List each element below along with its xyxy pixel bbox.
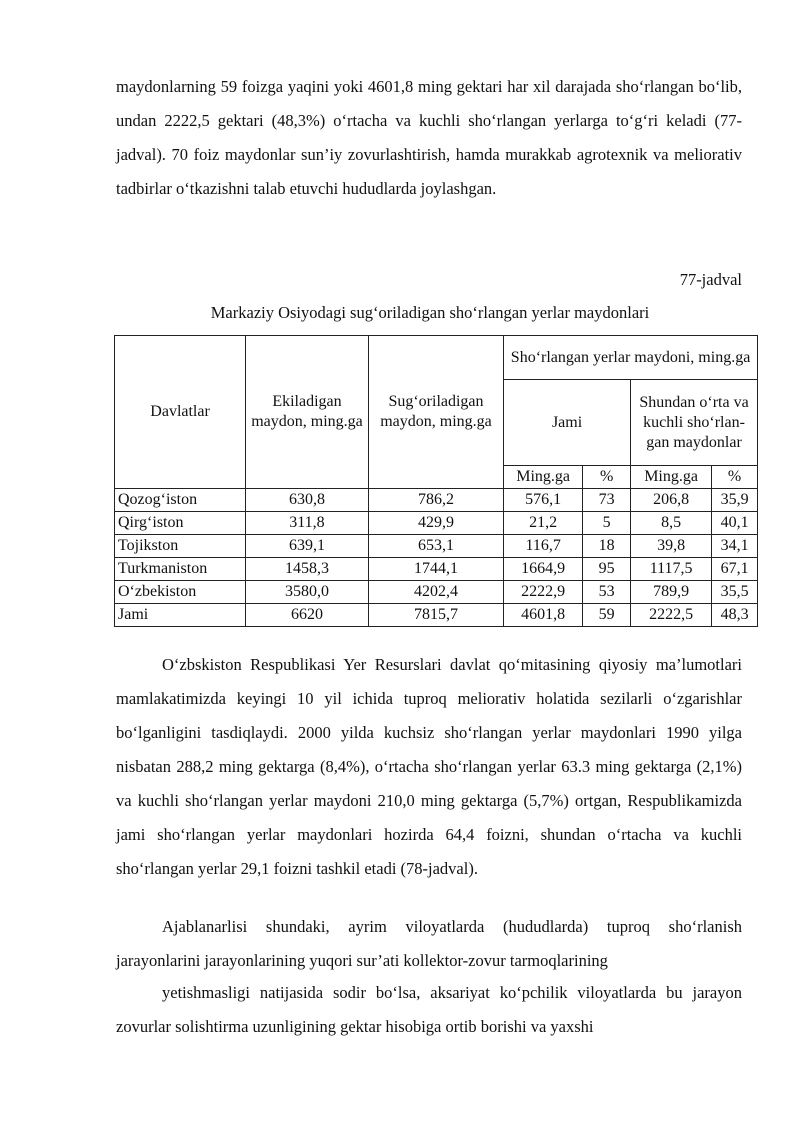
cell-sown: 639,1: [246, 535, 369, 558]
cell-sown: 1458,3: [246, 558, 369, 581]
table-title: Markaziy Osiyodagi sug‘oriladigan sho‘rlangan yerlar maydonlari: [210, 303, 650, 322]
header-unit-total-pct: %: [583, 466, 631, 489]
table-row-total: [115, 604, 758, 627]
cell-ms-pct: 48,3: [712, 604, 758, 627]
cell-ms-ha: 1117,5: [631, 558, 712, 581]
paragraph-salinization: Ajablanarlisi shundaki, ayrim viloyatlarda (hududlarda) tuproq sho‘rlanish jarayonlarini jarayonlarining yuqori sur’ati kollektor-zovur tarmoqlarining: [116, 917, 742, 970]
cell-sown: 6620: [246, 604, 369, 627]
table-row: [115, 558, 758, 581]
cell-sown: 311,8: [246, 512, 369, 535]
cell-country: Tojikston: [115, 535, 246, 558]
cell-total-ha: 21,2: [504, 512, 583, 535]
cell-total-ha: 1664,9: [504, 558, 583, 581]
header-country: Davlatlar: [115, 336, 246, 489]
header-unit-ms-pct: %: [712, 466, 758, 489]
paragraph-intro: maydonlarning 59 foizga yaqini yoki 4601,8 ming gektari har xil darajada sho‘rlangan bo‘lib, undan 2222,5 gektari (48,3%) o‘rtacha va kuchli sho‘rlangan yerlarga to‘g‘ri keladi (77-jadval). 70 foiz maydonlar sun’iy zovurlashtirish, hamda murakkab agrotexnik va meliorativ tadbirlar o‘tkazishni talab etuvchi hududlarda joylashgan.: [116, 77, 742, 198]
saline-lands-table: [114, 335, 758, 627]
cell-country: Turkmaniston: [115, 558, 246, 581]
cell-ms-pct: 34,1: [712, 535, 758, 558]
cell-country: Qirg‘iston: [115, 512, 246, 535]
cell-irrigated: 786,2: [368, 489, 503, 512]
cell-sown: 630,8: [246, 489, 369, 512]
cell-ms-pct: 35,5: [712, 581, 758, 604]
cell-total-ha: 116,7: [504, 535, 583, 558]
cell-ms-ha: 8,5: [631, 512, 712, 535]
cell-total-ha: 4601,8: [504, 604, 583, 627]
cell-ms-ha: 39,8: [631, 535, 712, 558]
cell-ms-ha: 2222,5: [631, 604, 712, 627]
cell-total-pct: 59: [583, 604, 631, 627]
cell-total-ha: 2222,9: [504, 581, 583, 604]
table-row: [115, 535, 758, 558]
cell-country: O‘zbekiston: [115, 581, 246, 604]
cell-total-pct: 95: [583, 558, 631, 581]
header-total: Jami: [504, 380, 631, 466]
table-number: 77-jadval: [679, 270, 742, 289]
table-row: [115, 581, 758, 604]
cell-total-pct: 18: [583, 535, 631, 558]
cell-ms-ha: 789,9: [631, 581, 712, 604]
cell-ms-pct: 35,9: [712, 489, 758, 512]
header-unit-ms-ha: Ming.ga: [631, 466, 712, 489]
cell-total-pct: 73: [583, 489, 631, 512]
header-irrigated-area: Sug‘oriladigan maydon, ming.ga: [368, 336, 503, 489]
cell-irrigated: 7815,7: [368, 604, 503, 627]
cell-total-ha: 576,1: [504, 489, 583, 512]
cell-ms-pct: 40,1: [712, 512, 758, 535]
table-row: [115, 489, 758, 512]
table-row: [115, 512, 758, 535]
cell-irrigated: 653,1: [368, 535, 503, 558]
cell-total-pct: 53: [583, 581, 631, 604]
header-medium-strong: Shundan o‘rta va kuchli sho‘rlan-gan maydonlar: [631, 380, 758, 466]
paragraph-drainage: yetishmasligi natijasida sodir bo‘lsa, aksariyat ko‘pchilik viloyatlarda bu jarayon zovurlar solishtirma uzunligining gektar hisobiga ortib borishi va yaxshi: [116, 983, 742, 1036]
cell-country: Qozog‘iston: [115, 489, 246, 512]
cell-ms-ha: 206,8: [631, 489, 712, 512]
paragraph-state-committee: O‘zbskiston Respublikasi Yer Resurslari davlat qo‘mitasining qiyosiy ma’lumotlari mamlakatimizda keyingi 10 yil ichida tuproq meliorativ holatida sezilarli o‘zgarishlar bo‘lganligini tasdiqlaydi. 2000 yilda kuchsiz sho‘rlangan yerlar maydonlari 1990 yilga nisbatan 288,2 ming gektarga (8,4%), o‘rtacha sho‘rlangan yerlar 63.3 ming gektarga (2,1%) va kuchli sho‘rlangan yerlar maydoni 210,0 ming gektarga (5,7%) ortgan, Respublikamizda jami sho‘rlangan yerlar maydonlari hozirda 64,4 foizni, shundan o‘rtacha va kuchli sho‘rlangan yerlar 29,1 foizni tashkil etadi (78-jadval).: [116, 655, 742, 878]
cell-total-pct: 5: [583, 512, 631, 535]
cell-irrigated: 4202,4: [368, 581, 503, 604]
cell-country: Jami: [115, 604, 246, 627]
header-sown-area: Ekiladigan maydon, ming.ga: [246, 336, 369, 489]
header-saline-area: Sho‘rlangan yerlar maydoni, ming.ga: [504, 336, 758, 380]
cell-sown: 3580,0: [246, 581, 369, 604]
cell-ms-pct: 67,1: [712, 558, 758, 581]
cell-irrigated: 429,9: [368, 512, 503, 535]
header-unit-total-ha: Ming.ga: [504, 466, 583, 489]
cell-irrigated: 1744,1: [368, 558, 503, 581]
